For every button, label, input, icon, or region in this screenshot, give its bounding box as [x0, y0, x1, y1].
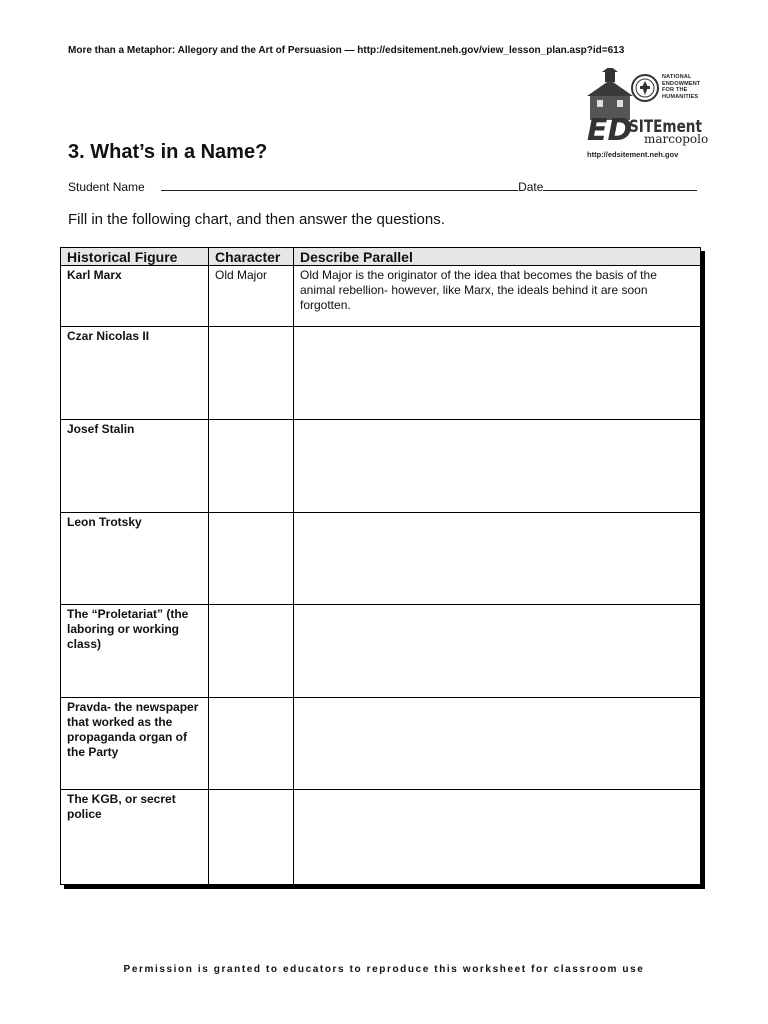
- figure-cell: The “Proletariat” (the laboring or working class): [61, 605, 209, 698]
- page-title: 3. What’s in a Name?: [68, 141, 268, 163]
- header-describe-parallel: Describe Parallel: [294, 248, 701, 266]
- date-label: Date: [518, 180, 544, 194]
- figure-cell: Josef Stalin: [61, 420, 209, 513]
- table-row: [61, 605, 701, 698]
- parallel-cell[interactable]: Old Major is the originator of the idea that becomes the basis of the animal rebellion- however, like Marx, the ideals behind it are soon forgotten.: [294, 266, 701, 327]
- date-field[interactable]: [543, 180, 697, 191]
- table-row: [61, 420, 701, 513]
- student-info-row: [68, 180, 697, 194]
- header-historical-figure: Historical Figure: [61, 248, 209, 266]
- character-cell[interactable]: Old Major: [209, 266, 294, 327]
- svg-text:ED: ED: [587, 113, 633, 148]
- table-row: [61, 790, 701, 885]
- logo-url: http://edsitement.neh.gov: [587, 150, 679, 159]
- character-cell[interactable]: [209, 605, 294, 698]
- table-row: [61, 327, 701, 420]
- table-row: [61, 513, 701, 605]
- figure-cell: Leon Trotsky: [61, 513, 209, 605]
- parallel-cell[interactable]: [294, 790, 701, 885]
- student-name-label: Student Name: [68, 180, 145, 194]
- table-row: [61, 266, 701, 327]
- parallel-cell[interactable]: [294, 698, 701, 790]
- figure-cell: The KGB, or secret police: [61, 790, 209, 885]
- student-name-field[interactable]: [161, 180, 518, 191]
- character-cell[interactable]: [209, 698, 294, 790]
- header-character: Character: [209, 248, 294, 266]
- parallel-cell[interactable]: [294, 327, 701, 420]
- parallel-cell[interactable]: [294, 605, 701, 698]
- edsitement-logo: [585, 68, 709, 164]
- figure-cell: Czar Nicolas II: [61, 327, 209, 420]
- parallel-cell[interactable]: [294, 513, 701, 605]
- character-cell[interactable]: [209, 513, 294, 605]
- character-cell[interactable]: [209, 420, 294, 513]
- table-row: [61, 698, 701, 790]
- permission-footer: Permission is granted to educators to reproduce this worksheet for classroom use: [123, 964, 645, 975]
- parallel-cell[interactable]: [294, 420, 701, 513]
- character-cell[interactable]: [209, 790, 294, 885]
- table-header-row: [61, 248, 701, 266]
- svg-text:SITEment: SITEment: [629, 117, 702, 137]
- document-header: More than a Metaphor: Allegory and the Art of Persuasion — http://edsitement.neh.gov/view_lesson_plan.asp?id=613: [68, 45, 625, 56]
- logo-subtitle: marcopolo: [644, 132, 709, 146]
- instructions: Fill in the following chart, and then answer the questions.: [68, 211, 445, 228]
- character-cell[interactable]: [209, 327, 294, 420]
- parallels-table: [60, 247, 701, 885]
- figure-cell: Karl Marx: [61, 266, 209, 327]
- neh-wordmark: NATIONAL ENDOWMENT FOR THE HUMANITIES: [662, 74, 701, 100]
- chart-table-container: [60, 247, 700, 885]
- figure-cell: Pravda- the newspaper that worked as the propaganda organ of the Party: [61, 698, 209, 790]
